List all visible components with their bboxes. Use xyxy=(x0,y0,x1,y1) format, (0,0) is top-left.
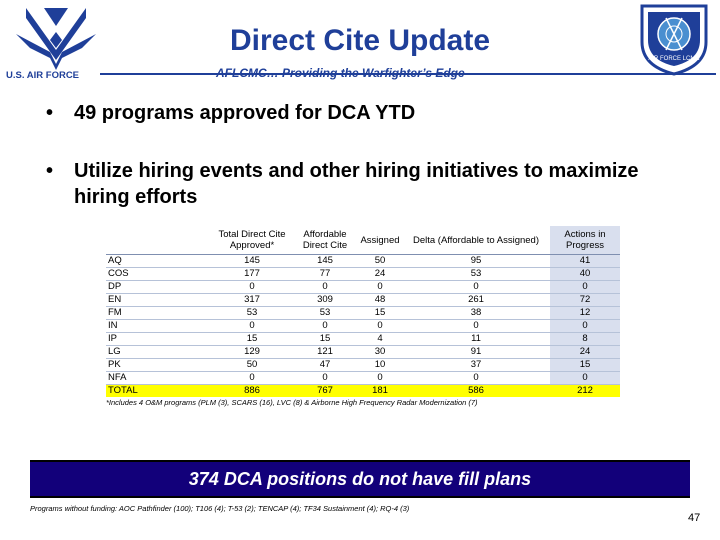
table-footnote: *Includes 4 O&M programs (PLM (3), SCARS (16), LVC (8) & Airborne High Frequency Radar Modernization (7) xyxy=(106,398,478,407)
cell-affordable-direct-cite: 0 xyxy=(292,281,358,294)
cell-actions-in-progress: 24 xyxy=(550,346,620,359)
cell-assigned: 24 xyxy=(358,268,402,281)
seal-text: AIR FORCE LCMC xyxy=(648,56,700,62)
table-row xyxy=(106,346,620,359)
row-label: DP xyxy=(106,281,212,294)
row-label: LG xyxy=(106,346,212,359)
cell-assigned: 50 xyxy=(358,255,402,268)
logo-text: U.S. AIR FORCE xyxy=(6,70,80,80)
cell-affordable-direct-cite: 309 xyxy=(292,294,358,307)
table-total-row xyxy=(106,385,620,398)
cell-assigned: 30 xyxy=(358,346,402,359)
cell-actions-in-progress: 41 xyxy=(550,255,620,268)
row-label: IN xyxy=(106,320,212,333)
table-row xyxy=(106,281,620,294)
cell-delta: 0 xyxy=(402,320,550,333)
cell-delta: 37 xyxy=(402,359,550,372)
cell-delta: 0 xyxy=(402,372,550,385)
cell-affordable-direct-cite: 145 xyxy=(292,255,358,268)
cell-actions-in-progress: 0 xyxy=(550,320,620,333)
cell-affordable-direct-cite: 53 xyxy=(292,307,358,320)
cell-delta: 53 xyxy=(402,268,550,281)
table-row xyxy=(106,372,620,385)
table-row xyxy=(106,333,620,346)
cell-delta: 38 xyxy=(402,307,550,320)
col-affordable-direct-cite: Affordable Direct Cite xyxy=(292,226,358,255)
cell-actions-in-progress: 0 xyxy=(550,372,620,385)
page-number: 47 xyxy=(688,512,701,524)
cell-total-direct-cite: 129 xyxy=(212,346,292,359)
cell-affordable-direct-cite: 0 xyxy=(292,372,358,385)
cell-assigned: 15 xyxy=(358,307,402,320)
row-label: TOTAL xyxy=(106,385,212,398)
bullet-text: Utilize hiring events and other hiring initiatives to maximize hiring efforts xyxy=(74,160,639,208)
cell-delta: 586 xyxy=(402,385,550,398)
cell-total-direct-cite: 317 xyxy=(212,294,292,307)
row-label: FM xyxy=(106,307,212,320)
cell-actions-in-progress: 212 xyxy=(550,385,620,398)
header-blank xyxy=(106,226,212,255)
cell-delta: 11 xyxy=(402,333,550,346)
table-row xyxy=(106,268,620,281)
cell-total-direct-cite: 145 xyxy=(212,255,292,268)
row-label: NFA xyxy=(106,372,212,385)
row-label: IP xyxy=(106,333,212,346)
bullet-text: 49 programs approved for DCA YTD xyxy=(74,102,416,124)
cell-affordable-direct-cite: 15 xyxy=(292,333,358,346)
cell-affordable-direct-cite: 47 xyxy=(292,359,358,372)
cell-delta: 91 xyxy=(402,346,550,359)
cell-assigned: 0 xyxy=(358,281,402,294)
cell-assigned: 181 xyxy=(358,385,402,398)
fill-plans-banner: 374 DCA positions do not have fill plans xyxy=(30,460,690,498)
cell-delta: 0 xyxy=(402,281,550,294)
cell-actions-in-progress: 40 xyxy=(550,268,620,281)
cell-actions-in-progress: 15 xyxy=(550,359,620,372)
cell-assigned: 10 xyxy=(358,359,402,372)
slide-title: Direct Cite Update xyxy=(229,24,491,57)
unfunded-programs-note: Programs without funding: AOC Pathfinder (100); T106 (4); T-53 (2); TENCAP (4); TF34 Sustainment (4); RQ-4 (3) xyxy=(30,504,410,513)
cell-total-direct-cite: 50 xyxy=(212,359,292,372)
cell-affordable-direct-cite: 0 xyxy=(292,320,358,333)
cell-actions-in-progress: 12 xyxy=(550,307,620,320)
bullet-dot: • xyxy=(46,102,54,124)
dca-table xyxy=(106,226,620,397)
header-divider xyxy=(100,73,716,75)
col-assigned: Assigned xyxy=(358,226,402,255)
cell-actions-in-progress: 72 xyxy=(550,294,620,307)
cell-total-direct-cite: 53 xyxy=(212,307,292,320)
bullet-item xyxy=(46,158,666,210)
table-row xyxy=(106,359,620,372)
row-label: EN xyxy=(106,294,212,307)
bullet-item xyxy=(46,100,646,126)
cell-assigned: 0 xyxy=(358,320,402,333)
cell-total-direct-cite: 15 xyxy=(212,333,292,346)
cell-affordable-direct-cite: 77 xyxy=(292,268,358,281)
cell-total-direct-cite: 0 xyxy=(212,372,292,385)
row-label: PK xyxy=(106,359,212,372)
cell-affordable-direct-cite: 121 xyxy=(292,346,358,359)
cell-actions-in-progress: 8 xyxy=(550,333,620,346)
cell-delta: 95 xyxy=(402,255,550,268)
cell-assigned: 0 xyxy=(358,372,402,385)
table-row xyxy=(106,255,620,268)
bullet-dot: • xyxy=(46,160,54,182)
cell-total-direct-cite: 177 xyxy=(212,268,292,281)
cell-total-direct-cite: 886 xyxy=(212,385,292,398)
cell-delta: 261 xyxy=(402,294,550,307)
table-header-row xyxy=(106,226,620,255)
cell-assigned: 48 xyxy=(358,294,402,307)
col-delta: Delta (Affordable to Assigned) xyxy=(402,226,550,255)
cell-actions-in-progress: 0 xyxy=(550,281,620,294)
table-row xyxy=(106,294,620,307)
cell-total-direct-cite: 0 xyxy=(212,320,292,333)
row-label: COS xyxy=(106,268,212,281)
row-label: AQ xyxy=(106,255,212,268)
cell-assigned: 4 xyxy=(358,333,402,346)
col-actions-in-progress: Actions in Progress xyxy=(550,226,620,255)
cell-affordable-direct-cite: 767 xyxy=(292,385,358,398)
table-row xyxy=(106,320,620,333)
col-total-direct-cite: Total Direct Cite Approved* xyxy=(212,226,292,255)
cell-total-direct-cite: 0 xyxy=(212,281,292,294)
table-row xyxy=(106,307,620,320)
